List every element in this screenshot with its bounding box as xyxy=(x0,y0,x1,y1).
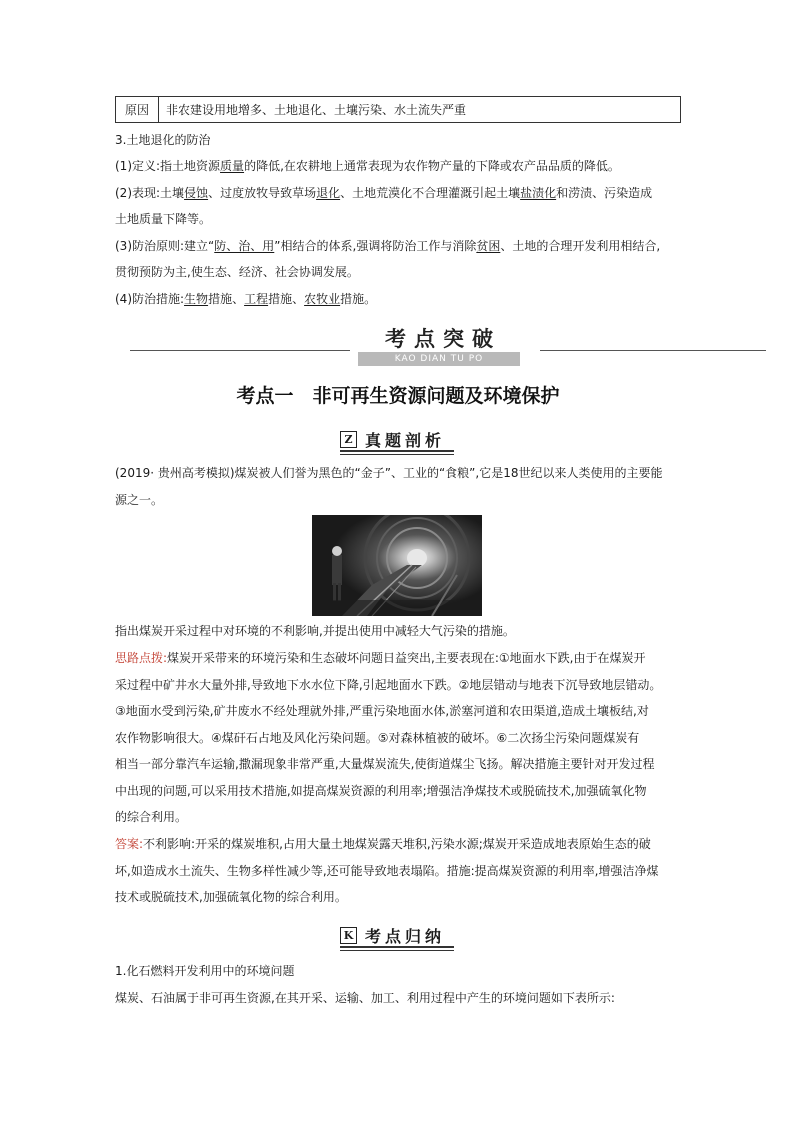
badge-label: 真题剖析 xyxy=(365,430,446,450)
cause-table xyxy=(115,96,681,123)
answer-line: 技术或脱硫技术,加强硫氧化物的综合利用。 xyxy=(115,890,347,904)
land-principle: (3)防治原则:建立“防、治、用”相结合的体系,强调将防治工作与消除贫困、土地的合理开发利用相结合, xyxy=(115,239,661,253)
table-row xyxy=(116,97,681,123)
land-manifestation: (2)表现:土壤侵蚀、过度放牧导致草场退化、土地荒漠化不合理灌溉引起土壤盐渍化和涝渍、污染造成 xyxy=(115,186,653,200)
answer-label: 答案: xyxy=(115,837,144,851)
land-measures: (4)防治措施:生物措施、工程措施、农牧业措施。 xyxy=(115,292,377,306)
banner-rule-left xyxy=(130,350,350,351)
land-definition: (1)定义:指土地资源质量的降低,在农耕地上通常表现为农作物产量的下降或农产品品质的降低。 xyxy=(115,159,620,173)
kaodian-title: 考点一 非可再生资源问题及环境保护 xyxy=(236,385,560,407)
badge-underline-thin xyxy=(340,454,454,455)
coal-mine-photo xyxy=(312,515,482,616)
kaodian-guina-badge xyxy=(340,924,454,946)
land-principle-cont: 贯彻预防为主,使生态、经济、社会协调发展。 xyxy=(115,265,359,279)
hint-line: 的综合利用。 xyxy=(115,810,188,824)
section-banner-subtitle: KAO DIAN TU PO xyxy=(358,352,520,366)
hint-line: 采过程中矿井水大量外排,导致地下水水位下降,引起地面水下跌。②地层错动与地表下沉导致地层错动。 xyxy=(115,678,662,692)
z-letter-icon: Z xyxy=(340,431,357,448)
answer-line: 答案:不利影响:开采的煤炭堆积,占用大量土地煤炭露天堆积,污染水源;煤炭开采造成地表原始生态的破 xyxy=(115,837,651,851)
banner-rule-right xyxy=(540,350,766,351)
fossil-text: 煤炭、石油属于非可再生资源,在其开采、运输、加工、利用过程中产生的环境问题如下表所示: xyxy=(115,991,615,1005)
question-intro-cont: 源之一。 xyxy=(115,493,164,507)
badge-underline xyxy=(340,450,454,452)
badge-underline-thin xyxy=(340,950,454,951)
question-text: 指出煤炭开采过程中对环境的不利影响,并提出使用中减轻大气污染的措施。 xyxy=(115,624,515,638)
answer-line: 坏,如造成水土流失、生物多样性减少等,还可能导致地表塌陷。措施:提高煤炭资源的利用率,增强洁净煤 xyxy=(115,864,659,878)
fossil-heading: 1.化石燃料开发利用中的环境问题 xyxy=(115,964,295,978)
hint-label: 思路点拨: xyxy=(115,651,168,665)
zhenti-badge xyxy=(340,428,454,450)
badge-underline xyxy=(340,946,454,948)
land-manifestation-cont: 土地质量下降等。 xyxy=(115,212,212,226)
table-content-cell: 非农建设用地增多、土地退化、土壤污染、水土流失严重 xyxy=(159,97,681,123)
hint-line: 相当一部分靠汽车运输,撒漏现象非常严重,大量煤炭流失,使街道煤尘飞扬。解决措施主要针对开发过程 xyxy=(115,757,655,771)
question-intro: (2019· 贵州高考模拟)煤炭被人们誉为黑色的“金子”、工业的“食粮”,它是18世纪以来人类使用的主要能 xyxy=(115,466,663,480)
hint-line: 思路点拨:煤炭开采带来的环境污染和生态破坏问题日益突出,主要表现在:①地面水下跌,由于在煤炭开 xyxy=(115,651,646,665)
hint-line: ③地面水受到污染,矿井废水不经处理就外排,严重污染地面水体,淤塞河道和农田渠道,造成土壤板结,对 xyxy=(115,704,649,718)
section-banner-title: 考点突破 xyxy=(385,326,501,351)
k-letter-icon: K xyxy=(340,927,357,944)
land-heading: 3.土地退化的防治 xyxy=(115,133,211,147)
hint-line: 中出现的问题,可以采用技术措施,如提高煤炭资源的利用率;增强洁净煤技术或脱硫技术,加强硫氧化物 xyxy=(115,784,647,798)
badge-label: 考点归纳 xyxy=(365,926,446,946)
table-header-cell: 原因 xyxy=(116,97,159,123)
hint-line: 农作物影响很大。④煤矸石占地及风化污染问题。⑤对森林植被的破坏。⑥二次扬尘污染问题煤炭有 xyxy=(115,731,640,745)
